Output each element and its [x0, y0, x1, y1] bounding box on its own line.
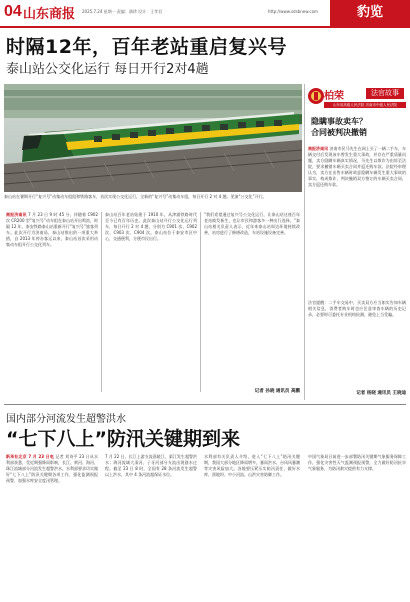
bottom-column-1 [6, 454, 98, 484]
issue-meta: 2025.7.24 星期一 责编：满珍 设计：王孝君 [82, 9, 163, 14]
court-emblem-icon [307, 87, 325, 105]
bottom-column-3 [204, 454, 300, 478]
photo-caption: 泰山站在暑期开行“复兴号”动集动车组组和铁路客车，首次实现公交化运行，全新的“复兴号”动集动车组，每日开行 2 对 4 趟。见演“公交化”开行。 [4, 194, 267, 199]
paper-name: 山东商报 [23, 7, 76, 22]
article-text: 泰山站百年老站始建于 1910 年，从津浦铁路时代至今已有百年历史。此次泰山站开行公交化运行列车，每日开行 2 对 4 趟，分别为 C901 次、C902 次、C903 次、C904 次。泰山站位于泰安市区中心，交通便利，方便市民出行。 [105, 212, 197, 241]
dateline: 商报济南讯 [6, 212, 27, 217]
bottom-text: 记者 刘诗平 23 日从水利部获悉，受近期强降雨影响，长江、黄河、海河、珠江流域部分河流发生超警洪水。水利部要求切实做好“七下八上”防汛关键期各项工作，强化监测预报预警，加强水库安全度汛管理。 [6, 454, 99, 483]
train-icon [4, 84, 302, 192]
article-column-2 [105, 212, 197, 242]
sidebar-dateline: 商报济南讯 [308, 146, 329, 151]
bottom-kicker: 国内部分河流发生超警洪水 [6, 414, 126, 425]
column-divider [200, 212, 201, 392]
article-text: 7 月 23 日 9 时 45 分，伴随着 C902 次 CR200 型“复兴号”动车组在泰山站开出鸣笛，时隔 12 年，泰安铁路泰山站重新开行“复兴号”旅客列车。此次开行为济南局、泰山站推出的一项重大举措，自 2013 年停办客运以来，泰山站首次采用动集动车组开行公交化列车。 [6, 212, 98, 247]
page-subtitle: 泰山站公交化运行 每日开行2对4趟 [6, 62, 209, 77]
article-author: 记者 孙晓 通讯员 高鹏 [254, 389, 300, 394]
sidebar-headline-1: 隐瞒事故卖车？ [311, 117, 367, 126]
column-divider [101, 212, 102, 392]
sidebar-article [308, 146, 406, 188]
page-title: 时隔12年，百年老站重启复兴号 [6, 36, 287, 58]
masthead [0, 0, 410, 26]
train-photo [4, 84, 302, 192]
bottom-text: 水利部有关负责人介绍，进入“七下八上”防汛关键期，我国大部分地区降雨增多，暴雨洪水、台风风暴潮等灾害风险加大。各地要压紧压实防汛责任，做好水库、淤地坝、中小河流、山洪灾害防御工作。 [204, 454, 300, 477]
sidebar-headline-2: 合同被判决撤销 [311, 128, 367, 137]
bottom-column-2 [105, 454, 197, 478]
page-number: 04 [4, 3, 22, 20]
sidebar-author: 记者 杨晓 通讯员 王晓迪 [356, 391, 406, 396]
sidebar-article-2 [308, 300, 406, 318]
bottom-text: 7 月 22 日，长江上游支流嘉陵江、渠江发生超警洪水；海河流域大清河、子牙河部分支流出现涨水过程。截至 23 日 8 时，全国有 28 条河流发生超警以上洪水，其中 4 条河流超保证水位。 [105, 454, 197, 477]
article-text: “我们希望通过复兴号公交化运行，让泰山站这座百年老站焕发新生，也让市民和游客多一种出行选择。”泰山站相关负责人表示，近年来泰山站周边环境持续改善，站房进行了修缮改造，车站设施设备完善。 [204, 212, 300, 235]
section-divider [4, 404, 406, 405]
bottom-column-4 [308, 454, 406, 472]
bottom-text: 中国气象局日前进一步部署防汛关键期气象服务保障工作，强化灾害性天气监测预报预警，全力做好防汛抗旱气象服务，为防汛救灾提供有力支撑。 [308, 454, 406, 471]
sidebar-text: 济南市民马先生在网上买了一辆二手车，车辆交付后发现该车曾发生重大事故，并存在严重质量问题，卖方隐瞒车辆真实情况，马先生以欺诈为由诉至法院，要求撤销车辆买卖合同并返还购车款。法院经审理认为，卖方在出售车辆时故意隐瞒车辆发生重大事故的事实，构成欺诈，判决撤销双方签订的车辆买卖合同，卖方返还购车款。 [308, 146, 407, 187]
sidebar-subtitle: 山东省高级人民法院 济南市中级人民法院 [324, 102, 406, 108]
header-rule [0, 26, 410, 28]
sidebar-divider [304, 84, 305, 400]
sidebar-title: 柏荣 [324, 91, 344, 102]
sidebar-text: 法官提醒：二手车交易中，买卖双方应当如实告知车辆相关信息，消费者购车时也应注意审查车辆的历史记录，必要时可委托专业机构检测，避免上当受骗。 [308, 300, 406, 317]
brand-logo: 豹览 [330, 0, 410, 26]
article-column-1 [6, 212, 98, 248]
website-link[interactable]: http://www.sdsbnew.com [268, 9, 318, 14]
sidebar-badge: 法官故事 [366, 88, 404, 99]
bottom-dateline: 新华社北京 7 月 23 日电 [6, 454, 54, 459]
article-column-3 [204, 212, 300, 236]
bottom-headline: “七下八上”防汛关键期到来 [6, 428, 240, 450]
